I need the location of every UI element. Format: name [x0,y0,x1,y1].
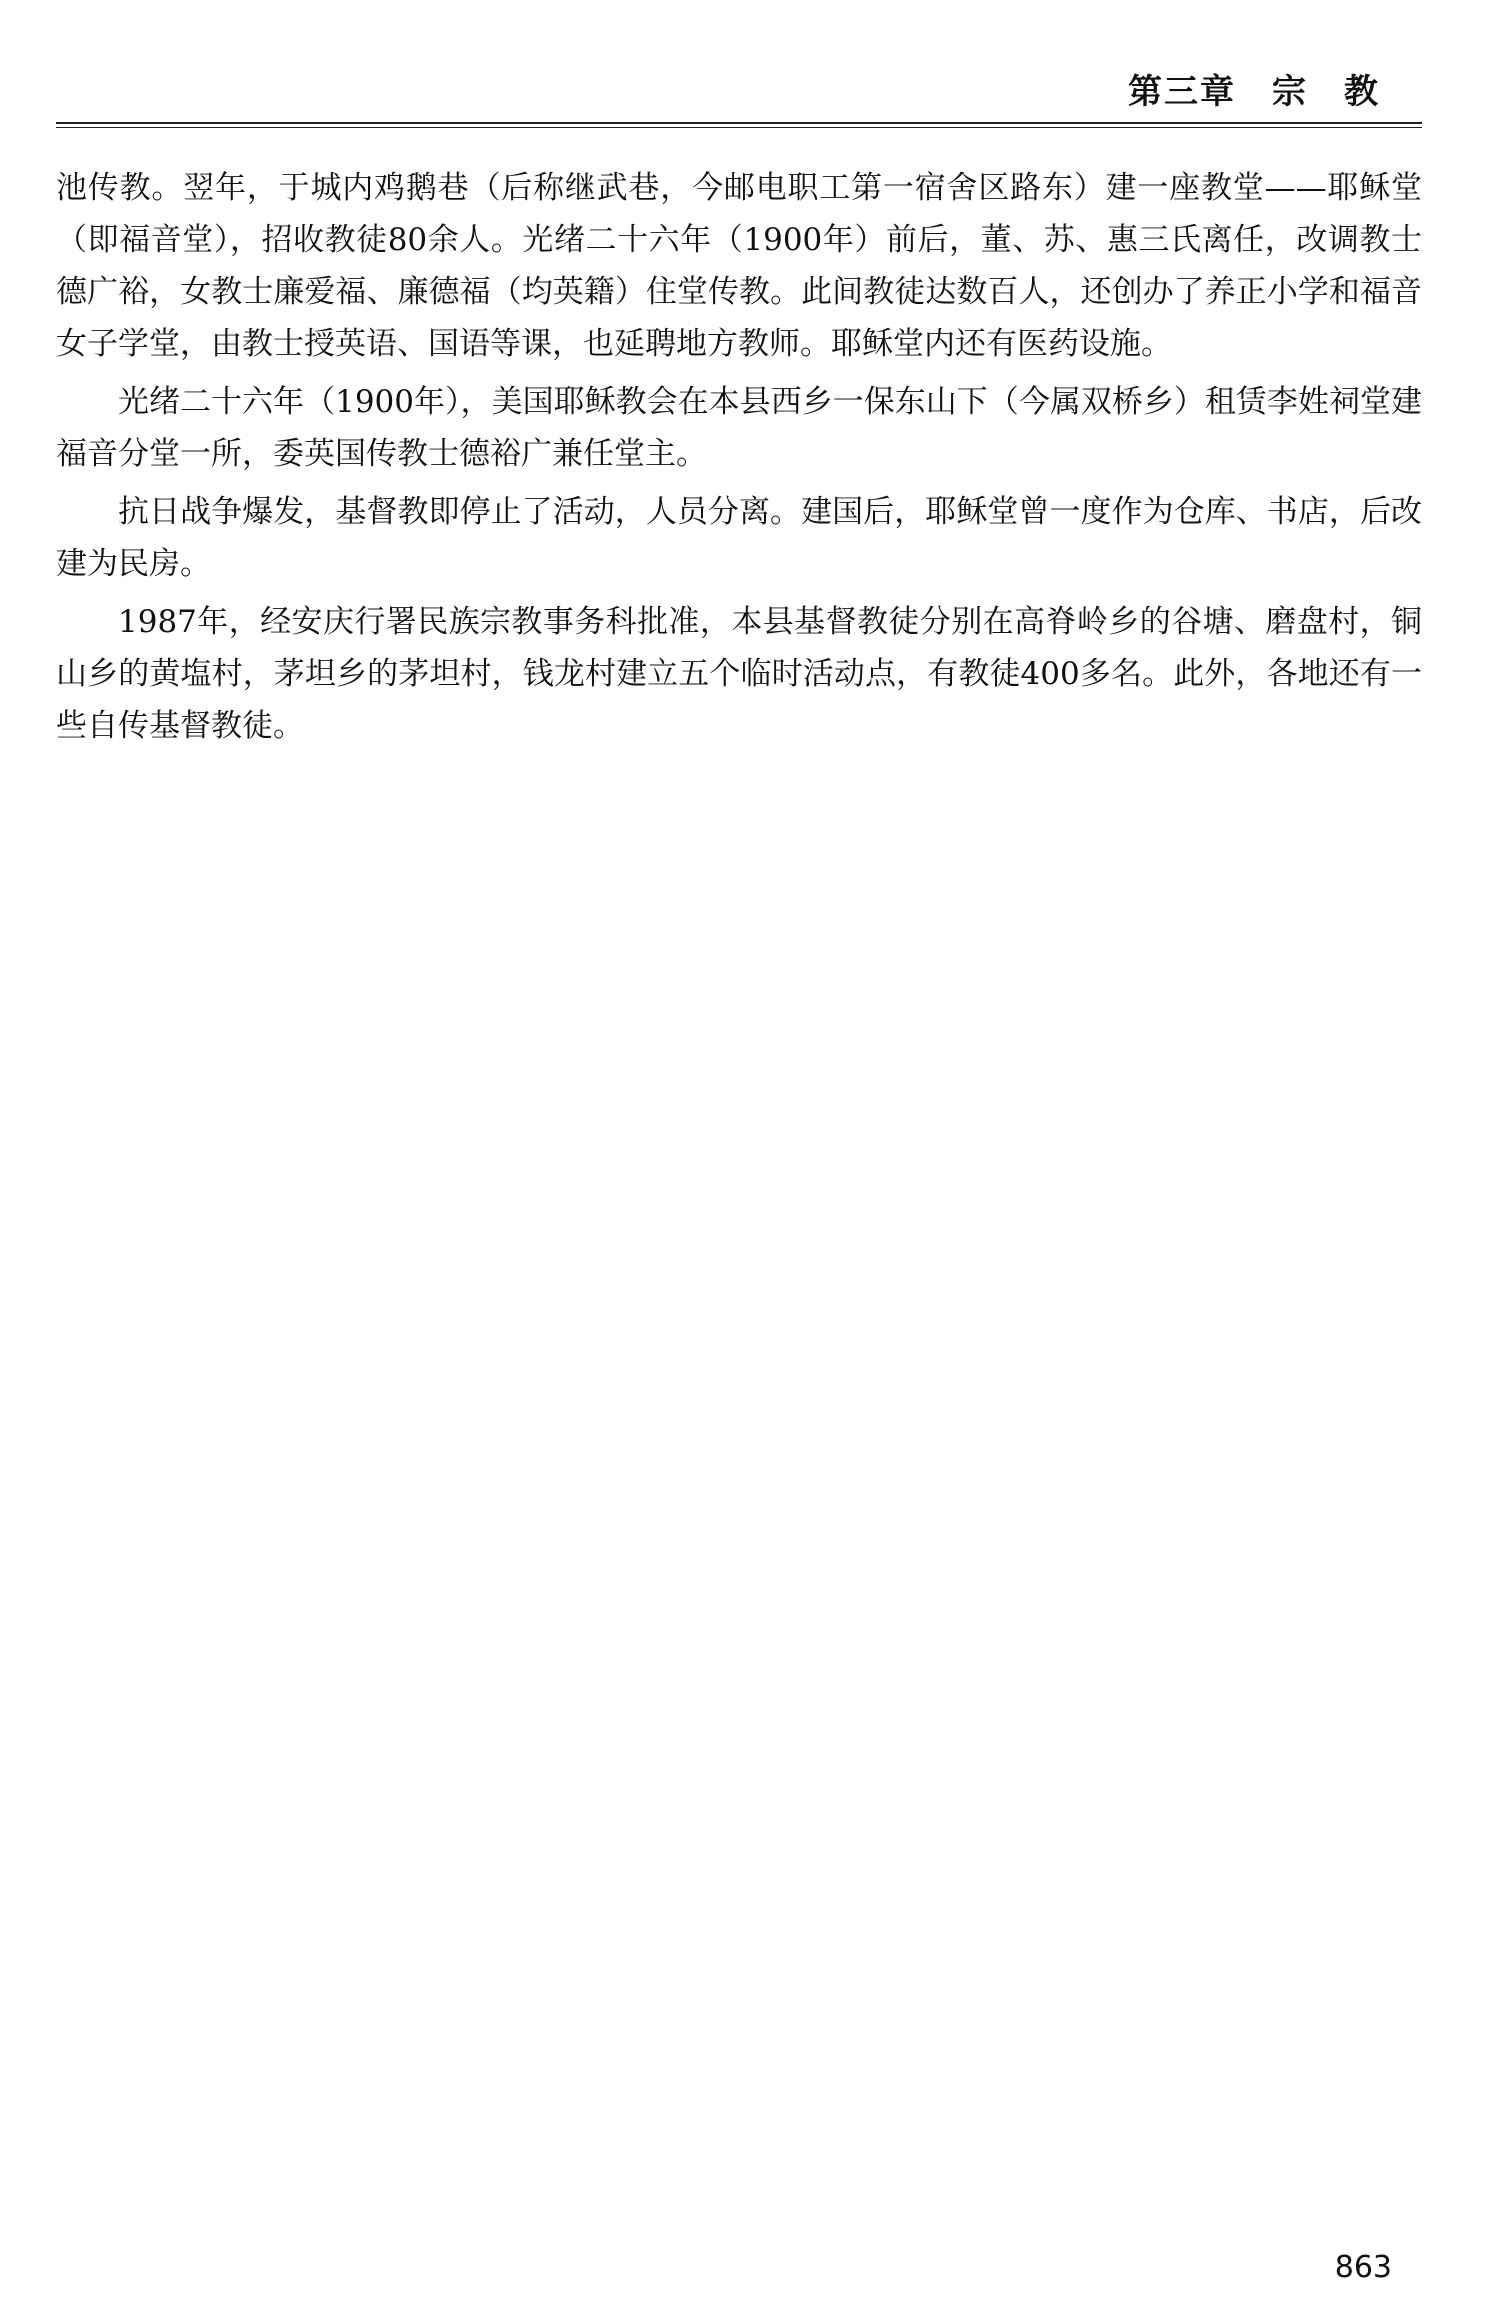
body-text [56,162,1422,758]
paragraph-4: 1987年，经安庆行署民族宗教事务科批准，本县基督教徒分别在高脊岭乡的谷塘、磨盘村，铜山乡的黄塩村，茅坦乡的茅坦村，钱龙村建立五个临时活动点，有教徒400多名。此外，各地还有一些自传基督教徒。 [56,604,1422,744]
paragraph-1: 池传教。翌年，于城内鸡鹅巷（后称继武巷，今邮电职工第一宿舍区路东）建一座教堂——耶稣堂（即福音堂），招收教徒80余人。光绪二十六年（1900年）前后，董、苏、惠三氏离任，改调教士德广裕，女教士廉爱福、廉德福（均英籍）住堂传教。此间教徒达数百人，还创办了养正小学和福音女子学堂，由教士授英语、国语等课，也延聘地方教师。耶稣堂内还有医药设施。 [56,170,1422,362]
header-rule [56,122,1422,128]
paragraph-2: 光绪二十六年（1900年），美国耶稣教会在本县西乡一保东山下（今属双桥乡）租赁李姓祠堂建福音分堂一所，委英国传教士德裕广兼任堂主。 [56,384,1422,472]
running-header: 第三章 宗 教 [1128,72,1380,112]
paragraph-3: 抗日战争爆发，基督教即停止了活动，人员分离。建国后，耶稣堂曾一度作为仓库、书店，后改建为民房。 [56,494,1422,582]
page-number: 863 [1334,2250,1392,2285]
